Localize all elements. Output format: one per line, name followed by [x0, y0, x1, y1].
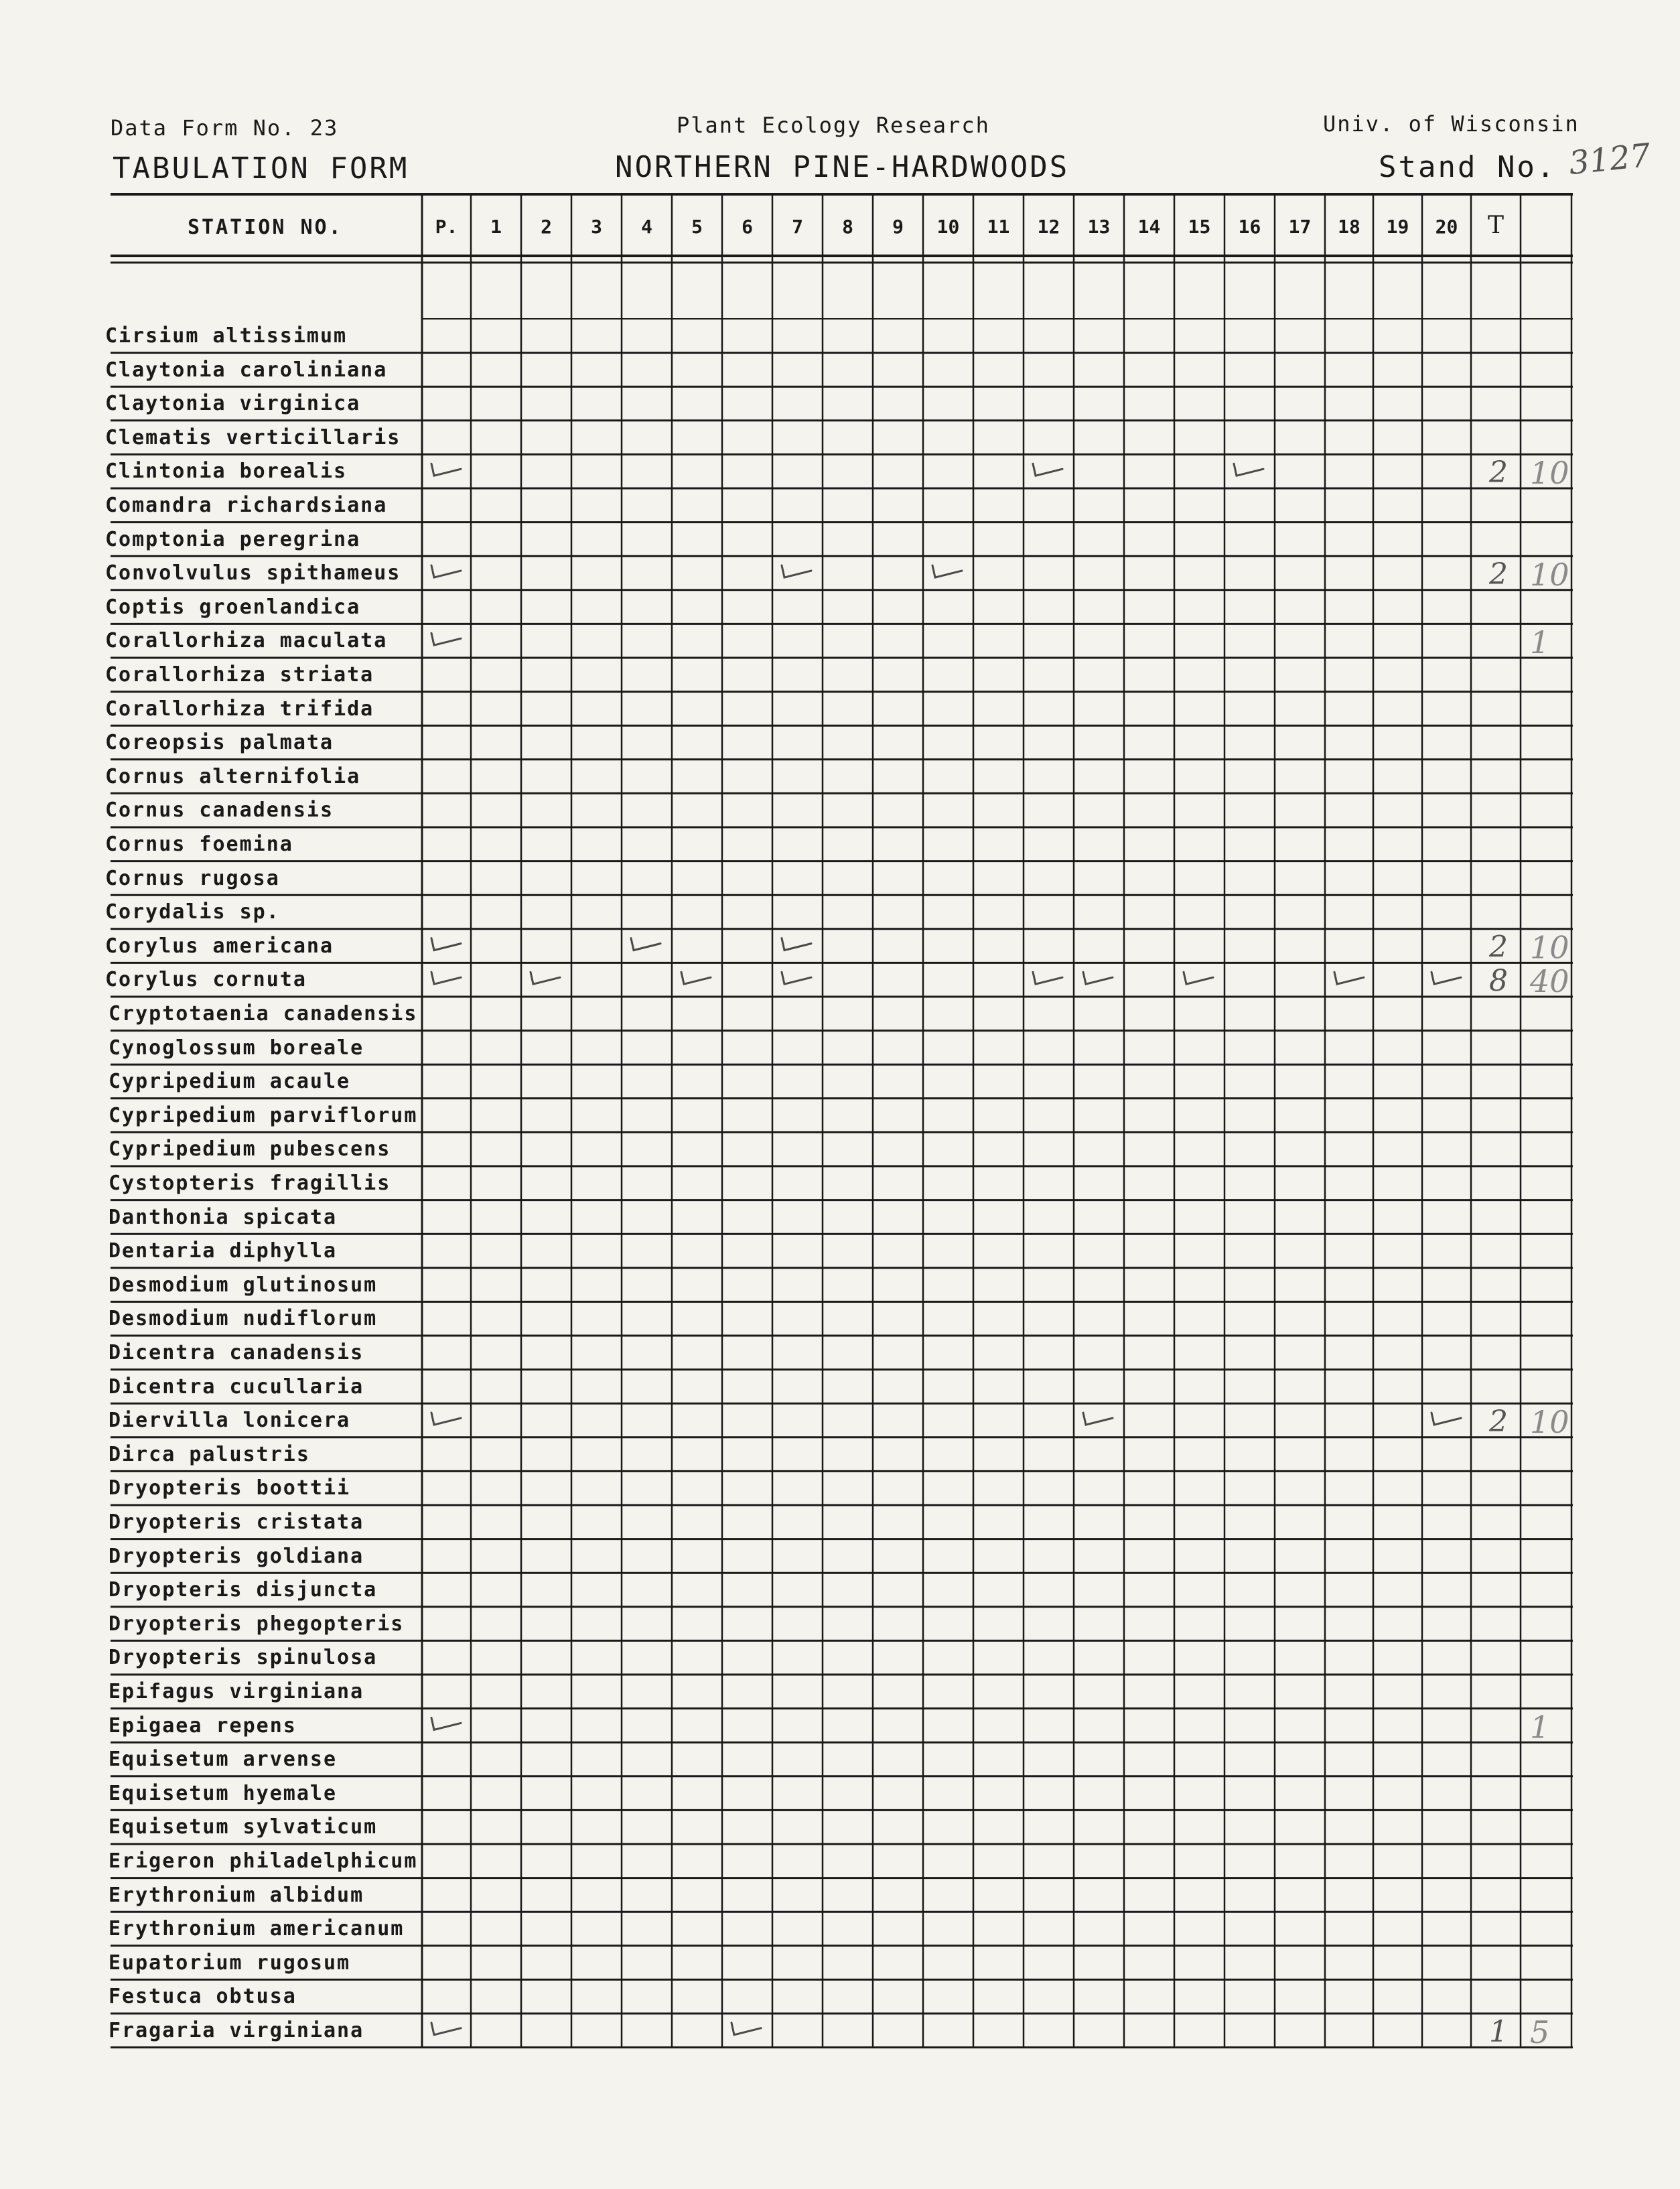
species-name: Erythronium albidum: [109, 1883, 364, 1907]
species-name: Cypripedium parviflorum: [109, 1103, 418, 1127]
species-name: Cypripedium pubescens: [109, 1137, 391, 1161]
check-mark: [681, 972, 711, 984]
species-name: Danthonia spicata: [109, 1205, 338, 1229]
total-count: 2: [1489, 557, 1508, 592]
species-name: Eupatorium rugosum: [109, 1951, 351, 1975]
check-mark: [531, 972, 560, 984]
species-name: Desmodium glutinosum: [109, 1273, 378, 1297]
column-header-16: 16: [1238, 216, 1261, 238]
column-header-10: 10: [936, 216, 960, 238]
column-header-15: 15: [1188, 216, 1211, 238]
column-header-20: 20: [1435, 216, 1458, 238]
species-name: Clintonia borealis: [105, 460, 348, 484]
check-mark: [932, 565, 962, 577]
check-mark: [1334, 972, 1364, 984]
check-mark: [431, 972, 461, 984]
column-header-11: 11: [987, 216, 1010, 238]
species-name: Dicentra canadensis: [109, 1341, 364, 1364]
column-header-9: 9: [892, 216, 904, 238]
column-header-P: P.: [435, 216, 458, 238]
species-name: Clematis verticillaris: [105, 425, 401, 449]
check-mark: [431, 565, 461, 577]
total-count: 8: [1489, 964, 1508, 999]
check-mark: [782, 972, 811, 984]
species-name: Cornus canadensis: [105, 798, 334, 823]
species-name: Epigaea repens: [109, 1713, 297, 1738]
species-name: Coptis groenlandica: [105, 595, 361, 619]
frequency-value: 40: [1530, 963, 1569, 1000]
check-mark: [431, 464, 461, 476]
column-header-18: 18: [1338, 216, 1360, 238]
total-count: 2: [1489, 930, 1508, 965]
column-header-17: 17: [1288, 216, 1312, 238]
species-name: Cystopteris fragillis: [109, 1172, 391, 1195]
species-name: Cornus rugosa: [105, 866, 280, 890]
check-mark: [631, 938, 660, 950]
species-name: Corylus americana: [105, 934, 334, 958]
check-mark: [731, 2023, 761, 2035]
frequency-value: 10: [1530, 1404, 1569, 1441]
check-mark: [1033, 464, 1062, 476]
frequency-value: 10: [1530, 455, 1569, 492]
total-count: 2: [1489, 455, 1508, 490]
species-name: Equisetum hyemale: [109, 1781, 338, 1805]
species-name: Cornus alternifolia: [105, 764, 361, 788]
species-name: Epifagus virginiana: [109, 1680, 364, 1703]
species-name: Festuca obtusa: [109, 1985, 297, 2009]
total-count: 1: [1489, 2014, 1508, 2049]
check-mark: [1033, 972, 1062, 984]
species-name: Corydalis sp.: [105, 900, 280, 924]
species-name: Dryopteris boottii: [109, 1476, 351, 1500]
species-name: Claytonia caroliniana: [105, 358, 388, 382]
species-name: Cirsium altissimum: [105, 324, 348, 348]
check-mark: [1234, 464, 1263, 476]
frequency-value: 10: [1530, 929, 1569, 966]
species-name: Corallorhiza trifida: [105, 697, 374, 721]
species-name: Cypripedium acaule: [109, 1070, 351, 1094]
species-name: Desmodium nudiflorum: [109, 1307, 378, 1331]
column-header-19: 19: [1386, 216, 1409, 238]
check-mark: [431, 2023, 461, 2035]
check-mark: [1184, 972, 1213, 984]
species-name: Dirca palustris: [109, 1442, 310, 1466]
check-mark: [431, 1413, 461, 1425]
organization: Plant Ecology Research: [677, 113, 990, 138]
frequency-value: 1: [1530, 624, 1550, 661]
column-header-6: 6: [742, 216, 753, 238]
species-name: Corylus cornuta: [105, 968, 307, 992]
species-name: Cryptotaenia canadensis: [109, 1002, 418, 1026]
form-title: TABULATION FORM: [113, 151, 409, 186]
column-header-1: 1: [490, 216, 502, 238]
check-mark: [1083, 1413, 1113, 1425]
species-name: Equisetum arvense: [109, 1748, 338, 1772]
species-name: Dryopteris spinulosa: [109, 1646, 378, 1670]
column-header-5: 5: [691, 216, 703, 238]
check-mark: [431, 1717, 461, 1729]
column-header-12: 12: [1037, 216, 1060, 238]
stand-label: Stand No.: [1379, 150, 1557, 184]
species-name: Equisetum sylvaticum: [109, 1815, 378, 1839]
column-header-4: 4: [641, 216, 652, 238]
species-name: Dryopteris goldiana: [109, 1544, 364, 1568]
check-mark: [1431, 972, 1461, 984]
species-name: Convolvulus spithameus: [105, 561, 401, 585]
column-header-14: 14: [1137, 216, 1161, 238]
check-mark: [431, 938, 461, 950]
frequency-value: 10: [1530, 557, 1569, 593]
check-mark: [1431, 1413, 1461, 1425]
total-count: 2: [1489, 1405, 1508, 1439]
stand-number: 3127: [1567, 136, 1653, 183]
university: Univ. of Wisconsin: [1323, 111, 1580, 137]
species-name: Cornus foemina: [105, 833, 293, 856]
species-name: Coreopsis palmata: [105, 731, 334, 755]
community-title: NORTHERN PINE-HARDWOODS: [615, 150, 1070, 184]
column-header-T: T: [1487, 212, 1504, 239]
check-mark: [782, 938, 811, 950]
species-name: Comptonia peregrina: [105, 527, 361, 551]
species-name: Dryopteris disjuncta: [109, 1578, 378, 1602]
species-name: Dryopteris cristata: [109, 1510, 364, 1534]
species-name: Diervilla lonicera: [109, 1409, 351, 1433]
species-name: Comandra richardsiana: [105, 494, 388, 517]
frequency-value: 5: [1530, 2014, 1550, 2050]
check-mark: [1083, 972, 1113, 984]
frequency-value: 1: [1530, 1709, 1550, 1746]
species-name: Fragaria virginiana: [109, 2019, 364, 2042]
column-header-13: 13: [1087, 216, 1111, 238]
species-name: Corallorhiza maculata: [105, 629, 388, 653]
species-name: Dryopteris phegopteris: [109, 1612, 405, 1636]
column-header-8: 8: [842, 216, 853, 238]
species-name: Claytonia virginica: [105, 392, 361, 416]
check-mark: [782, 565, 811, 577]
column-header-3: 3: [591, 216, 602, 238]
species-name: Corallorhiza striata: [105, 663, 374, 687]
species-name: Cynoglossum boreale: [109, 1036, 364, 1060]
form-number: Data Form No. 23: [111, 115, 339, 141]
species-name: Dicentra cucullaria: [109, 1374, 364, 1399]
species-name: Erythronium americanum: [109, 1917, 405, 1941]
check-mark: [431, 633, 461, 645]
column-header-2: 2: [541, 216, 552, 238]
species-name: Erigeron philadelphicum: [109, 1849, 418, 1873]
species-name: Dentaria diphylla: [109, 1239, 338, 1263]
column-header-7: 7: [792, 216, 803, 238]
station-number-label: STATION NO.: [188, 216, 343, 239]
